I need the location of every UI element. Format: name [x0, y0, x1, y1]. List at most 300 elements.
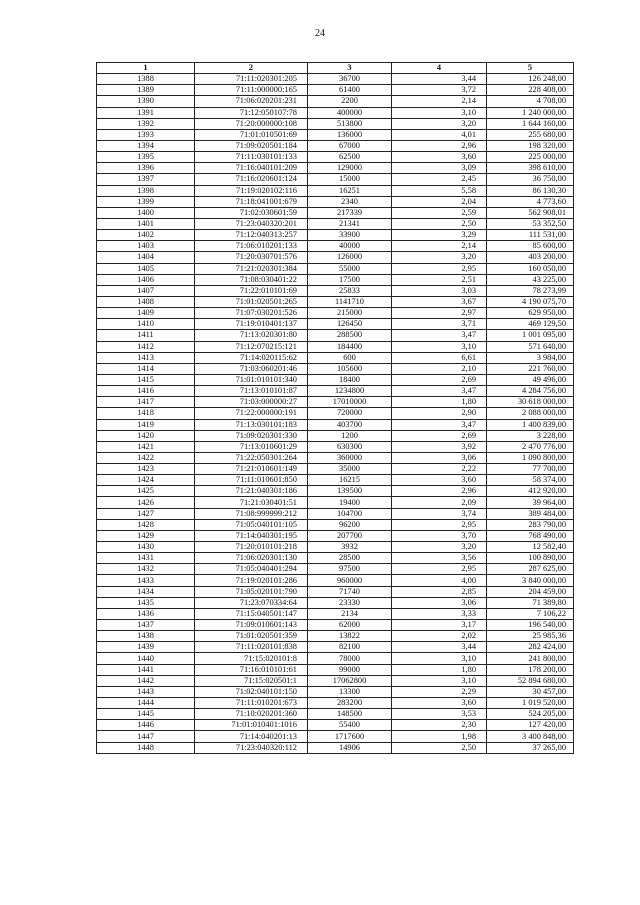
- row-number-cell: 1397: [97, 174, 195, 185]
- area-cell: 105600: [308, 363, 392, 374]
- amount-cell: 37 265,00: [487, 742, 574, 753]
- rate-cell: 3,06: [392, 452, 487, 463]
- amount-cell: 30 457,00: [487, 686, 574, 697]
- rate-cell: 3,74: [392, 508, 487, 519]
- area-cell: 55400: [308, 720, 392, 731]
- cadastral-number-cell: 71:20:030701:576: [195, 252, 308, 263]
- amount-cell: 255 680,00: [487, 129, 574, 140]
- row-number-cell: 1399: [97, 196, 195, 207]
- row-number-cell: 1401: [97, 218, 195, 229]
- land-plots-table: [96, 62, 574, 754]
- rate-cell: 3,29: [392, 230, 487, 241]
- rate-cell: 3,47: [392, 386, 487, 397]
- rate-cell: 3,09: [392, 163, 487, 174]
- area-cell: 600: [308, 352, 392, 363]
- table-row: [97, 709, 574, 720]
- row-number-cell: 1412: [97, 341, 195, 352]
- rate-cell: 3,44: [392, 642, 487, 653]
- row-number-cell: 1428: [97, 519, 195, 530]
- cadastral-number-cell: 71:13:030101:183: [195, 419, 308, 430]
- amount-cell: 398 610,00: [487, 163, 574, 174]
- area-cell: 630300: [308, 441, 392, 452]
- table-row: [97, 230, 574, 241]
- row-number-cell: 1418: [97, 408, 195, 419]
- cadastral-number-cell: 71:21:030401:51: [195, 497, 308, 508]
- row-number-cell: 1421: [97, 441, 195, 452]
- column-header-2: 2: [195, 63, 308, 74]
- table-row: [97, 542, 574, 553]
- amount-cell: 43 225,00: [487, 274, 574, 285]
- rate-cell: 2,59: [392, 207, 487, 218]
- area-cell: 1234800: [308, 386, 392, 397]
- area-cell: 126000: [308, 252, 392, 263]
- area-cell: 17500: [308, 274, 392, 285]
- area-cell: 17062800: [308, 675, 392, 686]
- row-number-cell: 1444: [97, 698, 195, 709]
- rate-cell: 2,96: [392, 486, 487, 497]
- table-row: [97, 419, 574, 430]
- table-row: [97, 74, 574, 85]
- area-cell: 78000: [308, 653, 392, 664]
- rate-cell: 2,29: [392, 686, 487, 697]
- cadastral-number-cell: 71:02:030601:59: [195, 207, 308, 218]
- table-row: [97, 285, 574, 296]
- table-row: [97, 441, 574, 452]
- row-number-cell: 1417: [97, 397, 195, 408]
- area-cell: 184400: [308, 341, 392, 352]
- row-number-cell: 1400: [97, 207, 195, 218]
- table-row: [97, 620, 574, 631]
- amount-cell: 287 625,00: [487, 564, 574, 575]
- cadastral-number-cell: 71:11:020301:205: [195, 74, 308, 85]
- amount-cell: 225 000,00: [487, 152, 574, 163]
- rate-cell: 4,00: [392, 575, 487, 586]
- table-row: [97, 631, 574, 642]
- area-cell: 35000: [308, 464, 392, 475]
- area-cell: 97500: [308, 564, 392, 575]
- table-row: [97, 408, 574, 419]
- cadastral-number-cell: 71:20:010101:218: [195, 542, 308, 553]
- cadastral-number-cell: 71:05:040101:105: [195, 519, 308, 530]
- rate-cell: 1,80: [392, 397, 487, 408]
- cadastral-number-cell: 71:16:040101:209: [195, 163, 308, 174]
- rate-cell: 3,20: [392, 542, 487, 553]
- row-number-cell: 1440: [97, 653, 195, 664]
- area-cell: 104700: [308, 508, 392, 519]
- table-row: [97, 263, 574, 274]
- row-number-cell: 1432: [97, 564, 195, 575]
- rate-cell: 1,80: [392, 664, 487, 675]
- row-number-cell: 1402: [97, 230, 195, 241]
- rate-cell: 2,30: [392, 720, 487, 731]
- page-number: 24: [315, 28, 325, 39]
- cadastral-number-cell: 71:02:040101:150: [195, 686, 308, 697]
- cadastral-number-cell: 71:06:020301:130: [195, 553, 308, 564]
- rate-cell: 1,98: [392, 731, 487, 742]
- table-row: [97, 653, 574, 664]
- row-number-cell: 1395: [97, 152, 195, 163]
- amount-cell: 100 890,00: [487, 553, 574, 564]
- table-row: [97, 731, 574, 742]
- table-row: [97, 363, 574, 374]
- table-row: [97, 742, 574, 753]
- cadastral-number-cell: 71:22:000000:191: [195, 408, 308, 419]
- column-header-5: 5: [487, 63, 574, 74]
- rate-cell: 2,14: [392, 96, 487, 107]
- amount-cell: 204 459,00: [487, 586, 574, 597]
- amount-cell: 412 920,00: [487, 486, 574, 497]
- rate-cell: 3,47: [392, 330, 487, 341]
- row-number-cell: 1447: [97, 731, 195, 742]
- amount-cell: 39 964,00: [487, 497, 574, 508]
- rate-cell: 3,53: [392, 709, 487, 720]
- rate-cell: 3,10: [392, 107, 487, 118]
- amount-cell: 3 984,00: [487, 352, 574, 363]
- amount-cell: 1 240 000,00: [487, 107, 574, 118]
- area-cell: 67000: [308, 140, 392, 151]
- cadastral-number-cell: 71:11:010601:850: [195, 475, 308, 486]
- rate-cell: 3,33: [392, 608, 487, 619]
- table-row: [97, 686, 574, 697]
- table-row: [97, 475, 574, 486]
- amount-cell: 126 248,00: [487, 74, 574, 85]
- cadastral-number-cell: 71:05:020101:790: [195, 586, 308, 597]
- amount-cell: 403 200,00: [487, 252, 574, 263]
- cadastral-number-cell: 71:19:010401:137: [195, 319, 308, 330]
- area-cell: 288500: [308, 330, 392, 341]
- area-cell: 2340: [308, 196, 392, 207]
- cadastral-number-cell: 71:01:010501:69: [195, 129, 308, 140]
- table-row: [97, 720, 574, 731]
- rate-cell: 3,56: [392, 553, 487, 564]
- cadastral-number-cell: 71:14:040301:195: [195, 530, 308, 541]
- area-cell: 148500: [308, 709, 392, 720]
- row-number-cell: 1430: [97, 542, 195, 553]
- row-number-cell: 1424: [97, 475, 195, 486]
- rate-cell: 3,06: [392, 597, 487, 608]
- rate-cell: 3,10: [392, 653, 487, 664]
- table-row: [97, 452, 574, 463]
- cadastral-number-cell: 71:12:070215:121: [195, 341, 308, 352]
- table-row: [97, 586, 574, 597]
- row-number-cell: 1411: [97, 330, 195, 341]
- cadastral-number-cell: 71:21:040301:186: [195, 486, 308, 497]
- row-number-cell: 1442: [97, 675, 195, 686]
- cadastral-number-cell: 71:11:030101:133: [195, 152, 308, 163]
- area-cell: 217339: [308, 207, 392, 218]
- amount-cell: 2 470 776,00: [487, 441, 574, 452]
- rate-cell: 3,60: [392, 698, 487, 709]
- area-cell: 207700: [308, 530, 392, 541]
- rate-cell: 3,92: [392, 441, 487, 452]
- rate-cell: 3,10: [392, 341, 487, 352]
- table-row: [97, 530, 574, 541]
- area-cell: 17010000: [308, 397, 392, 408]
- cadastral-number-cell: 71:15:020501:1: [195, 675, 308, 686]
- cadastral-number-cell: 71:22:050301:264: [195, 452, 308, 463]
- rate-cell: 2,95: [392, 564, 487, 575]
- table-row: [97, 85, 574, 96]
- area-cell: 99000: [308, 664, 392, 675]
- cadastral-number-cell: 71:14:040201:13: [195, 731, 308, 742]
- cadastral-number-cell: 71:08:030401:22: [195, 274, 308, 285]
- rate-cell: 3,60: [392, 152, 487, 163]
- table-row: [97, 107, 574, 118]
- row-number-cell: 1396: [97, 163, 195, 174]
- row-number-cell: 1435: [97, 597, 195, 608]
- cadastral-number-cell: 71:20:000000:108: [195, 118, 308, 129]
- cadastral-number-cell: 71:06:020201:231: [195, 96, 308, 107]
- area-cell: 720000: [308, 408, 392, 419]
- area-cell: 360000: [308, 452, 392, 463]
- row-number-cell: 1448: [97, 742, 195, 753]
- cadastral-number-cell: 71:08:999999:212: [195, 508, 308, 519]
- cadastral-number-cell: 71:01:010101:340: [195, 374, 308, 385]
- cadastral-number-cell: 71:15:020101:8: [195, 653, 308, 664]
- cadastral-number-cell: 71:03:060201:46: [195, 363, 308, 374]
- area-cell: 16215: [308, 475, 392, 486]
- rate-cell: 2,50: [392, 742, 487, 753]
- table-row: [97, 330, 574, 341]
- row-number-cell: 1406: [97, 274, 195, 285]
- table-row: [97, 374, 574, 385]
- row-number-cell: 1436: [97, 608, 195, 619]
- rate-cell: 3,72: [392, 85, 487, 96]
- area-cell: 40000: [308, 241, 392, 252]
- area-cell: 283200: [308, 698, 392, 709]
- amount-cell: 1 019 520,00: [487, 698, 574, 709]
- rate-cell: 3,70: [392, 530, 487, 541]
- amount-cell: 178 200,00: [487, 664, 574, 675]
- row-number-cell: 1398: [97, 185, 195, 196]
- table-row: [97, 497, 574, 508]
- area-cell: 513800: [308, 118, 392, 129]
- row-number-cell: 1433: [97, 575, 195, 586]
- area-cell: 136000: [308, 129, 392, 140]
- row-number-cell: 1446: [97, 720, 195, 731]
- rate-cell: 2,02: [392, 631, 487, 642]
- cadastral-number-cell: 71:14:020115:62: [195, 352, 308, 363]
- area-cell: 126450: [308, 319, 392, 330]
- row-number-cell: 1437: [97, 620, 195, 631]
- row-number-cell: 1409: [97, 308, 195, 319]
- row-number-cell: 1439: [97, 642, 195, 653]
- row-number-cell: 1414: [97, 363, 195, 374]
- area-cell: 96200: [308, 519, 392, 530]
- rate-cell: 3,60: [392, 475, 487, 486]
- rate-cell: 3,10: [392, 675, 487, 686]
- table-row: [97, 464, 574, 475]
- amount-cell: 36 750,00: [487, 174, 574, 185]
- row-number-cell: 1429: [97, 530, 195, 541]
- table-row: [97, 575, 574, 586]
- amount-cell: 111 531,00: [487, 230, 574, 241]
- area-cell: 36700: [308, 74, 392, 85]
- area-cell: 129000: [308, 163, 392, 174]
- cadastral-number-cell: 71:01:020501:359: [195, 631, 308, 642]
- rate-cell: 3,20: [392, 252, 487, 263]
- rate-cell: 2,90: [392, 408, 487, 419]
- row-number-cell: 1426: [97, 497, 195, 508]
- row-number-cell: 1419: [97, 419, 195, 430]
- table-row: [97, 508, 574, 519]
- cadastral-number-cell: 71:21:020301:384: [195, 263, 308, 274]
- amount-cell: 53 352,50: [487, 218, 574, 229]
- table-row: [97, 252, 574, 263]
- amount-cell: 469 129,50: [487, 319, 574, 330]
- amount-cell: 3 840 000,00: [487, 575, 574, 586]
- row-number-cell: 1393: [97, 129, 195, 140]
- area-cell: 139500: [308, 486, 392, 497]
- row-number-cell: 1427: [97, 508, 195, 519]
- table-row: [97, 642, 574, 653]
- table-row: [97, 241, 574, 252]
- table-row: [97, 308, 574, 319]
- rate-cell: 2,51: [392, 274, 487, 285]
- cadastral-number-cell: 71:19:020101:286: [195, 575, 308, 586]
- row-number-cell: 1391: [97, 107, 195, 118]
- amount-cell: 4 708,00: [487, 96, 574, 107]
- amount-cell: 768 490,00: [487, 530, 574, 541]
- table-row: [97, 675, 574, 686]
- table-header: [97, 63, 574, 74]
- amount-cell: 52 894 680,00: [487, 675, 574, 686]
- table-row: [97, 96, 574, 107]
- row-number-cell: 1410: [97, 319, 195, 330]
- cadastral-number-cell: 71:05:040401:294: [195, 564, 308, 575]
- area-cell: 71740: [308, 586, 392, 597]
- table-row: [97, 519, 574, 530]
- area-cell: 14906: [308, 742, 392, 753]
- amount-cell: 49 496,00: [487, 374, 574, 385]
- amount-cell: 1 400 839,00: [487, 419, 574, 430]
- amount-cell: 283 790,00: [487, 519, 574, 530]
- area-cell: 2200: [308, 96, 392, 107]
- table-row: [97, 129, 574, 140]
- rate-cell: 2,69: [392, 374, 487, 385]
- column-header-1: 1: [97, 63, 195, 74]
- amount-cell: 221 760,00: [487, 363, 574, 374]
- rate-cell: 5,58: [392, 185, 487, 196]
- amount-cell: 127 420,00: [487, 720, 574, 731]
- table-row: [97, 207, 574, 218]
- rate-cell: 2,97: [392, 308, 487, 319]
- amount-cell: 25 985,36: [487, 631, 574, 642]
- amount-cell: 12 582,40: [487, 542, 574, 553]
- cadastral-number-cell: 71:23:040320:112: [195, 742, 308, 753]
- row-number-cell: 1438: [97, 631, 195, 642]
- rate-cell: 2,09: [392, 497, 487, 508]
- row-number-cell: 1404: [97, 252, 195, 263]
- row-number-cell: 1388: [97, 74, 195, 85]
- column-header-4: 4: [392, 63, 487, 74]
- amount-cell: 524 205,00: [487, 709, 574, 720]
- cadastral-number-cell: 71:13:010101:87: [195, 386, 308, 397]
- cadastral-number-cell: 71:06:010201:133: [195, 241, 308, 252]
- amount-cell: 160 050,00: [487, 263, 574, 274]
- rate-cell: 3,44: [392, 74, 487, 85]
- area-cell: 18400: [308, 374, 392, 385]
- cadastral-number-cell: 71:21:010601:149: [195, 464, 308, 475]
- area-cell: 25833: [308, 285, 392, 296]
- cadastral-number-cell: 71:23:040320:201: [195, 218, 308, 229]
- area-cell: 1200: [308, 430, 392, 441]
- table-row: [97, 341, 574, 352]
- area-cell: 3932: [308, 542, 392, 553]
- amount-cell: 85 600,00: [487, 241, 574, 252]
- area-cell: 403700: [308, 419, 392, 430]
- amount-cell: 1 001 095,00: [487, 330, 574, 341]
- row-number-cell: 1425: [97, 486, 195, 497]
- rate-cell: 2,50: [392, 218, 487, 229]
- row-number-cell: 1408: [97, 296, 195, 307]
- rate-cell: 3,71: [392, 319, 487, 330]
- amount-cell: 282 424,00: [487, 642, 574, 653]
- rate-cell: 6,61: [392, 352, 487, 363]
- table-row: [97, 274, 574, 285]
- area-cell: 33900: [308, 230, 392, 241]
- area-cell: 61400: [308, 85, 392, 96]
- row-number-cell: 1413: [97, 352, 195, 363]
- area-cell: 2134: [308, 608, 392, 619]
- area-cell: 55000: [308, 263, 392, 274]
- table-row: [97, 174, 574, 185]
- row-number-cell: 1405: [97, 263, 195, 274]
- amount-cell: 86 130,30: [487, 185, 574, 196]
- table-row: [97, 553, 574, 564]
- cadastral-number-cell: 71:09:020501:184: [195, 140, 308, 151]
- row-number-cell: 1389: [97, 85, 195, 96]
- amount-cell: 228 408,00: [487, 85, 574, 96]
- table-row: [97, 664, 574, 675]
- amount-cell: 562 908,01: [487, 207, 574, 218]
- rate-cell: 2,69: [392, 430, 487, 441]
- table-row: [97, 118, 574, 129]
- table-row: [97, 386, 574, 397]
- cadastral-number-cell: 71:13:020301:80: [195, 330, 308, 341]
- area-cell: 215000: [308, 308, 392, 319]
- area-cell: 16251: [308, 185, 392, 196]
- rate-cell: 4,01: [392, 129, 487, 140]
- cadastral-number-cell: 71:09:020301:330: [195, 430, 308, 441]
- amount-cell: 71 389,80: [487, 597, 574, 608]
- cadastral-number-cell: 71:11:010201:673: [195, 698, 308, 709]
- area-cell: 960000: [308, 575, 392, 586]
- area-cell: 62000: [308, 620, 392, 631]
- area-cell: 23330: [308, 597, 392, 608]
- row-number-cell: 1403: [97, 241, 195, 252]
- rate-cell: 2,96: [392, 140, 487, 151]
- table-row: [97, 564, 574, 575]
- table-body: [97, 74, 574, 754]
- area-cell: 82100: [308, 642, 392, 653]
- row-number-cell: 1394: [97, 140, 195, 151]
- cadastral-number-cell: 71:19:020102:116: [195, 185, 308, 196]
- row-number-cell: 1416: [97, 386, 195, 397]
- table-row: [97, 185, 574, 196]
- table-row: [97, 430, 574, 441]
- area-cell: 62500: [308, 152, 392, 163]
- rate-cell: 2,14: [392, 241, 487, 252]
- cadastral-number-cell: 71:10:020201:360: [195, 709, 308, 720]
- table-row: [97, 597, 574, 608]
- table-row: [97, 319, 574, 330]
- row-number-cell: 1415: [97, 374, 195, 385]
- row-number-cell: 1422: [97, 452, 195, 463]
- table-row: [97, 698, 574, 709]
- table-row: [97, 608, 574, 619]
- amount-cell: 241 800,00: [487, 653, 574, 664]
